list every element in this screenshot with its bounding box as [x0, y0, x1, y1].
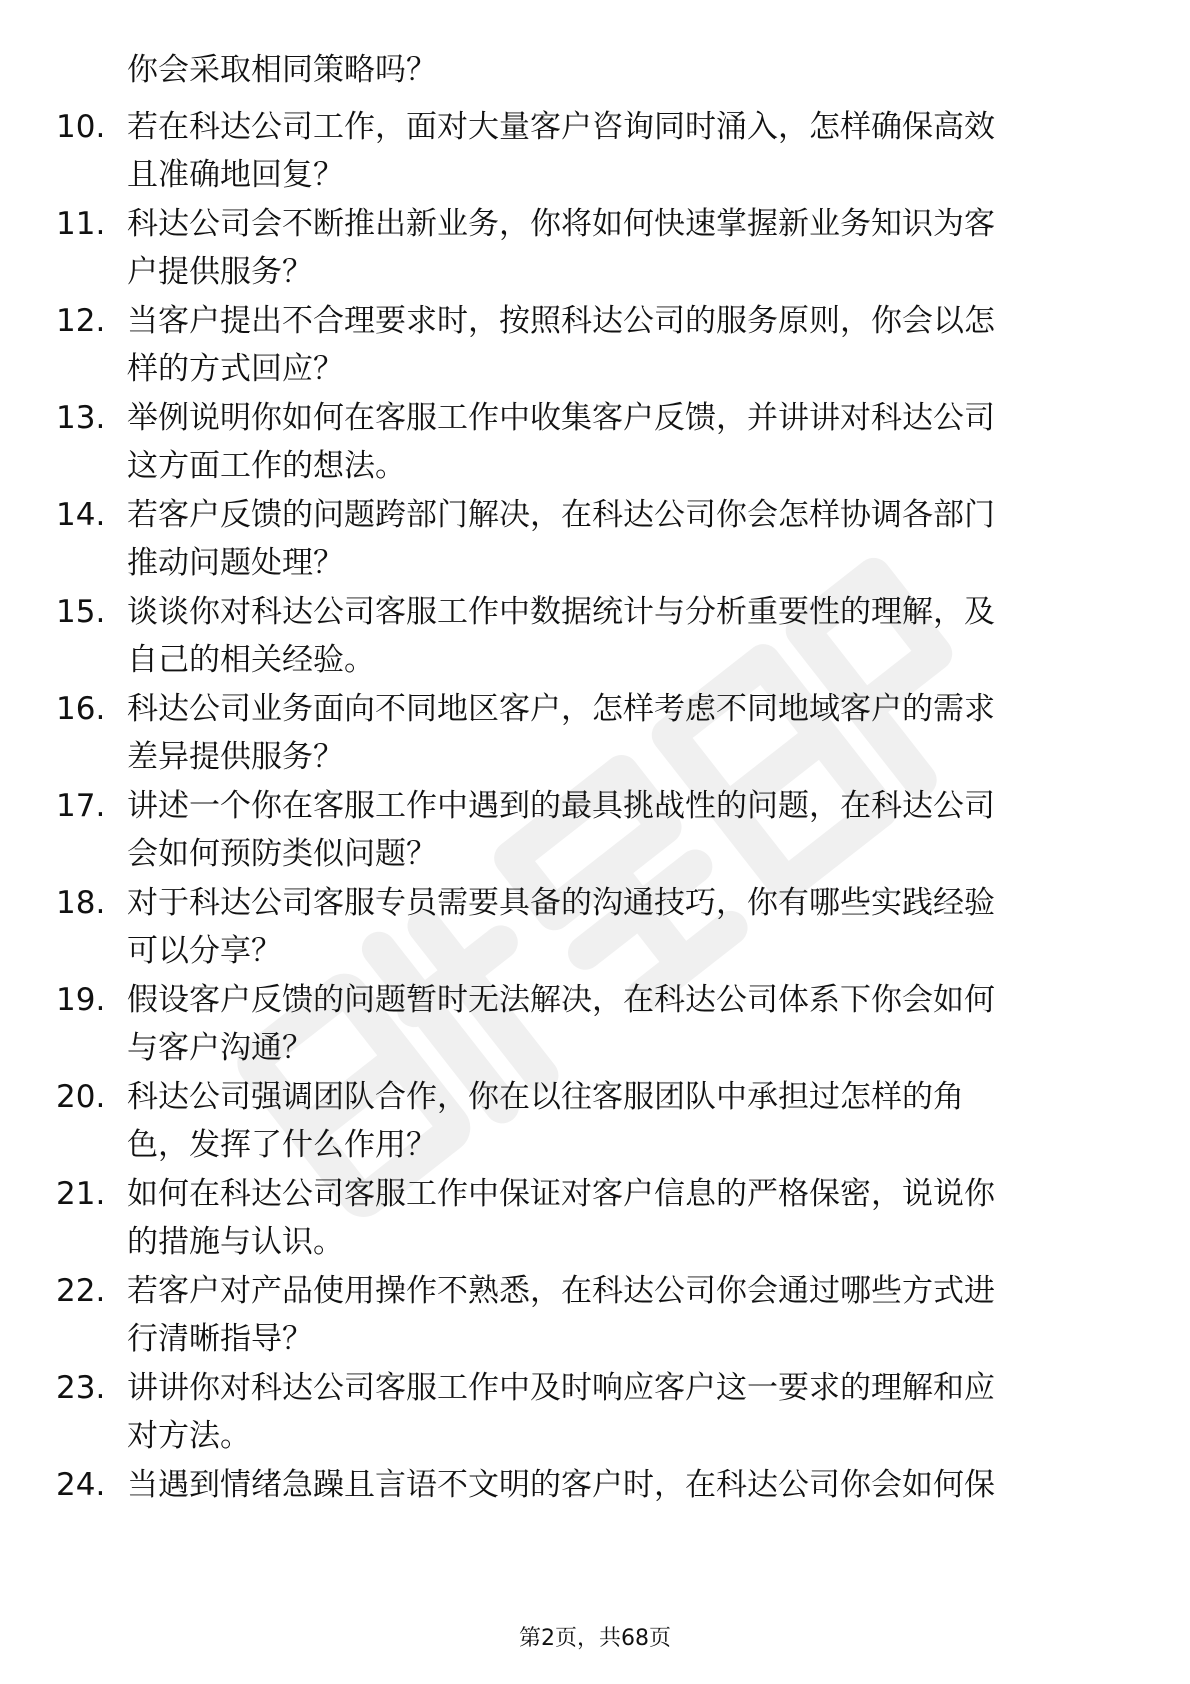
question-line: 讲讲你对科达公司客服工作中及时响应客户这一要求的理解和应 [127, 1370, 995, 1406]
question-number: 24. [56, 1467, 106, 1503]
question-number: 12. [56, 303, 106, 339]
question-text [127, 1267, 1107, 1363]
question-text [127, 879, 1107, 975]
question-line: 当遇到情绪急躁且言语不文明的客户时，在科达公司你会如何保 [127, 1467, 995, 1503]
question-number: 22. [56, 1273, 106, 1309]
question-line: 假设客户反馈的问题暂时无法解决，在科达公司体系下你会如何 [127, 982, 995, 1018]
question-text [127, 1461, 1107, 1509]
question-line: 谈谈你对科达公司客服工作中数据统计与分析重要性的理解，及 [127, 594, 995, 630]
question-number: 23. [56, 1370, 106, 1406]
question-number: 11. [56, 206, 106, 242]
question-line: 的措施与认识。 [127, 1224, 344, 1260]
question-number: 17. [56, 788, 106, 824]
question-line: 这方面工作的想法。 [127, 448, 406, 484]
question-number: 14. [56, 497, 106, 533]
question-line: 若客户对产品使用操作不熟悉，在科达公司你会通过哪些方式进 [127, 1273, 995, 1309]
page-number-footer: 第2页，共68页 [519, 1626, 671, 1651]
question-line: 推动问题处理？ [127, 545, 344, 581]
question-number: 20. [56, 1079, 106, 1115]
question-line: 会如何预防类似问题？ [127, 836, 437, 872]
question-text [127, 1364, 1107, 1460]
question-number: 18. [56, 885, 106, 921]
question-text [127, 394, 1107, 490]
question-line: 且准确地回复？ [127, 157, 344, 193]
question-number: 10. [56, 109, 106, 145]
question-number: 16. [56, 691, 106, 727]
question-line: 若客户反馈的问题跨部门解决，在科达公司你会怎样协调各部门 [127, 497, 995, 533]
question-number: 19. [56, 982, 106, 1018]
question-line: 举例说明你如何在客服工作中收集客户反馈，并讲讲对科达公司 [127, 400, 995, 436]
question-number: 21. [56, 1176, 106, 1212]
question-number: 13. [56, 400, 106, 436]
question-line: 可以分享？ [127, 933, 282, 969]
question-line: 若在科达公司工作，面对大量客户咨询同时涌入，怎样确保高效 [127, 109, 995, 145]
question-line: 色，发挥了什么作用？ [127, 1127, 437, 1163]
question-line: 样的方式回应？ [127, 351, 344, 387]
question-line: 对于科达公司客服专员需要具备的沟通技巧，你有哪些实践经验 [127, 885, 995, 921]
question-line: 科达公司会不断推出新业务，你将如何快速掌握新业务知识为客 [127, 206, 995, 242]
question-text [127, 685, 1107, 781]
question-text [127, 103, 1107, 199]
question-line: 科达公司强调团队合作，你在以往客服团队中承担过怎样的角 [127, 1079, 964, 1115]
question-line: 讲述一个你在客服工作中遇到的最具挑战性的问题，在科达公司 [127, 788, 995, 824]
continuation-line: 你会采取相同策略吗？ [127, 52, 437, 88]
question-text [127, 1073, 1107, 1169]
question-text [127, 588, 1107, 684]
question-line: 当客户提出不合理要求时，按照科达公司的服务原则，你会以怎 [127, 303, 995, 339]
question-line: 对方法。 [127, 1418, 251, 1454]
question-line: 如何在科达公司客服工作中保证对客户信息的严格保密，说说你 [127, 1176, 995, 1212]
question-text [127, 200, 1107, 296]
question-text [127, 491, 1107, 587]
question-line: 与客户沟通？ [127, 1030, 313, 1066]
question-line: 行清晰指导？ [127, 1321, 313, 1357]
question-text [127, 1170, 1107, 1266]
question-line: 差异提供服务？ [127, 739, 344, 775]
question-line: 科达公司业务面向不同地区客户，怎样考虑不同地域客户的需求 [127, 691, 995, 727]
question-text [127, 782, 1107, 878]
question-number: 15. [56, 594, 106, 630]
question-text [127, 976, 1107, 1072]
question-text [127, 297, 1107, 393]
question-line: 户提供服务？ [127, 254, 313, 290]
question-line: 自己的相关经验。 [127, 642, 375, 678]
